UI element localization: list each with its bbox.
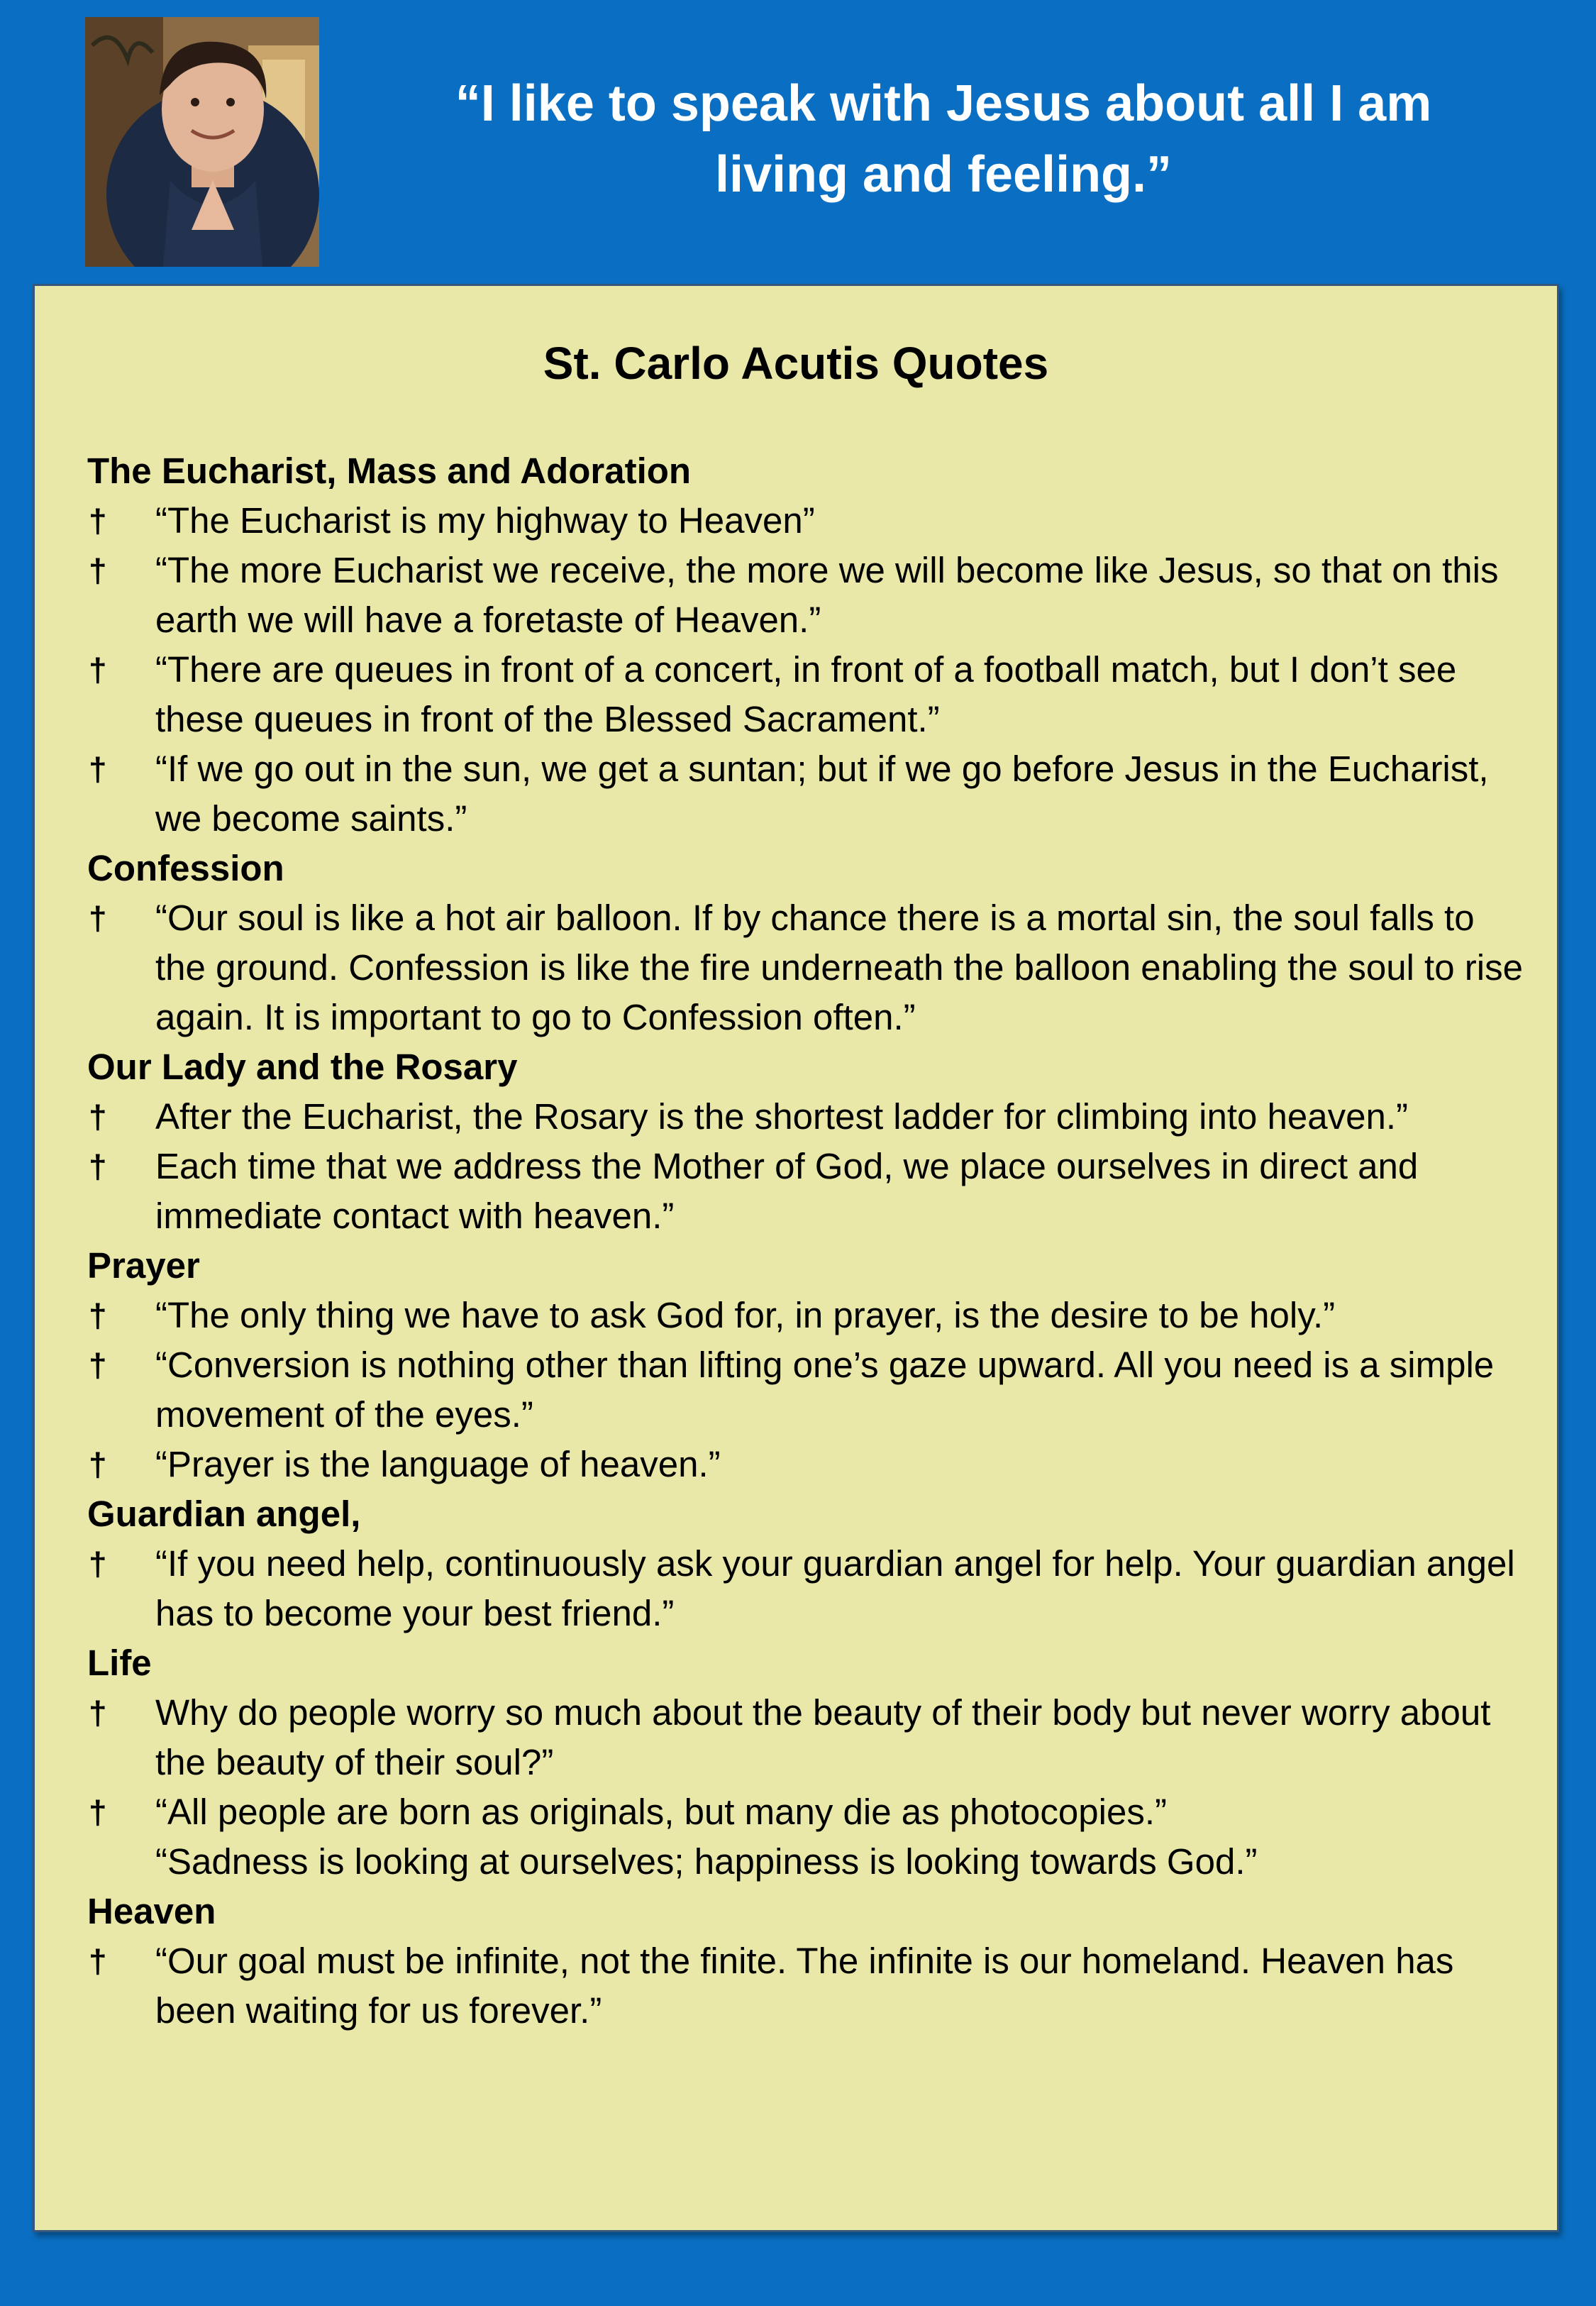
quote-item <box>87 1539 1534 1638</box>
quote-item <box>87 1936 1534 2036</box>
section-heading: Heaven <box>87 1891 216 1931</box>
section-heading: Our Lady and the Rosary <box>87 1047 518 1087</box>
cross-bullet-icon: † <box>89 552 107 589</box>
cross-bullet-icon: † <box>89 1545 107 1582</box>
quote-item <box>87 744 1534 844</box>
quote-item <box>87 1291 1534 1340</box>
quote-item <box>87 1688 1534 1787</box>
quote-item <box>87 1440 1534 1489</box>
quote-text: “The Eucharist is my highway to Heaven” <box>155 500 815 541</box>
cross-bullet-icon: † <box>89 1943 107 1980</box>
quote-text: “Conversion is nothing other than lifting one’s gaze upward. All you need is a simple movement of the eyes.” <box>155 1345 1495 1435</box>
quote-text: “The more Eucharist we receive, the more we will become like Jesus, so that on this earth we will have a foretaste of Heaven.” <box>155 550 1499 640</box>
quote-text: “Sadness is looking at ourselves; happiness is looking towards God.” <box>155 1841 1258 1882</box>
quote-text: “Our goal must be infinite, not the finite. The infinite is our homeland. Heaven has been waiting for us forever.” <box>155 1941 1454 2031</box>
cross-bullet-icon: † <box>89 1694 107 1731</box>
cross-bullet-icon: † <box>89 1098 107 1135</box>
quote-item <box>87 893 1534 1042</box>
quote-item <box>87 496 1534 546</box>
cross-bullet-icon: † <box>89 651 107 688</box>
section-heading: The Eucharist, Mass and Adoration <box>87 451 692 491</box>
quote-text: After the Eucharist, the Rosary is the shortest ladder for climbing into heaven.” <box>155 1096 1409 1137</box>
quote-text: Why do people worry so much about the beauty of their body but never worry about the beauty of their soul?” <box>155 1692 1491 1782</box>
section-heading: Prayer <box>87 1245 200 1286</box>
section-heading: Life <box>87 1643 152 1683</box>
cross-bullet-icon: † <box>89 751 107 788</box>
card-title: St. Carlo Acutis Quotes <box>543 338 1049 389</box>
quotes-content <box>87 446 1534 2036</box>
quote-item <box>87 1787 1534 1837</box>
quote-item <box>87 546 1534 645</box>
section-heading: Confession <box>87 848 284 888</box>
cross-bullet-icon: † <box>89 1347 107 1384</box>
cross-bullet-icon: † <box>89 1446 107 1483</box>
portrait-icon <box>85 17 319 267</box>
cross-bullet-icon: † <box>89 900 107 937</box>
quote-text: “All people are born as originals, but many die as photocopies.” <box>155 1792 1167 1832</box>
quote-text: “The only thing we have to ask God for, in prayer, is the desire to be holy.” <box>155 1295 1336 1335</box>
cross-bullet-icon: † <box>89 1148 107 1185</box>
quote-text: Each time that we address the Mother of God, we place ourselves in direct and immediate contact with heaven.” <box>155 1146 1419 1236</box>
quote-item <box>87 1092 1534 1142</box>
quote-text: “If you need help, continuously ask your guardian angel for help. Your guardian angel has to become your best friend.” <box>155 1543 1515 1633</box>
quote-text: “Our soul is like a hot air balloon. If by chance there is a mortal sin, the soul falls to the ground. Confession is like the fire underneath the balloon enabling the soul to rise again. It is important to go to Confession often.” <box>155 898 1523 1037</box>
cross-bullet-icon: † <box>89 502 107 539</box>
cross-bullet-icon: † <box>89 1297 107 1334</box>
header-quote: “I like to speak with Jesus about all I am living and feeling.” <box>455 75 1432 203</box>
quote-item <box>87 1340 1534 1440</box>
quote-text: “Prayer is the language of heaven.” <box>155 1444 721 1484</box>
cross-bullet-icon: † <box>89 1794 107 1831</box>
quote-text: “If we go out in the sun, we get a suntan; but if we go before Jesus in the Eucharist, we become saints.” <box>155 749 1489 839</box>
quote-item <box>87 1142 1534 1241</box>
quote-text: “There are queues in front of a concert, in front of a football match, but I don’t see these queues in front of the Blessed Sacrament.” <box>155 649 1457 739</box>
quotes-card <box>33 284 1559 2232</box>
quote-item <box>87 645 1534 744</box>
portrait-photo <box>85 17 319 267</box>
section-heading: Guardian angel, <box>87 1494 361 1534</box>
